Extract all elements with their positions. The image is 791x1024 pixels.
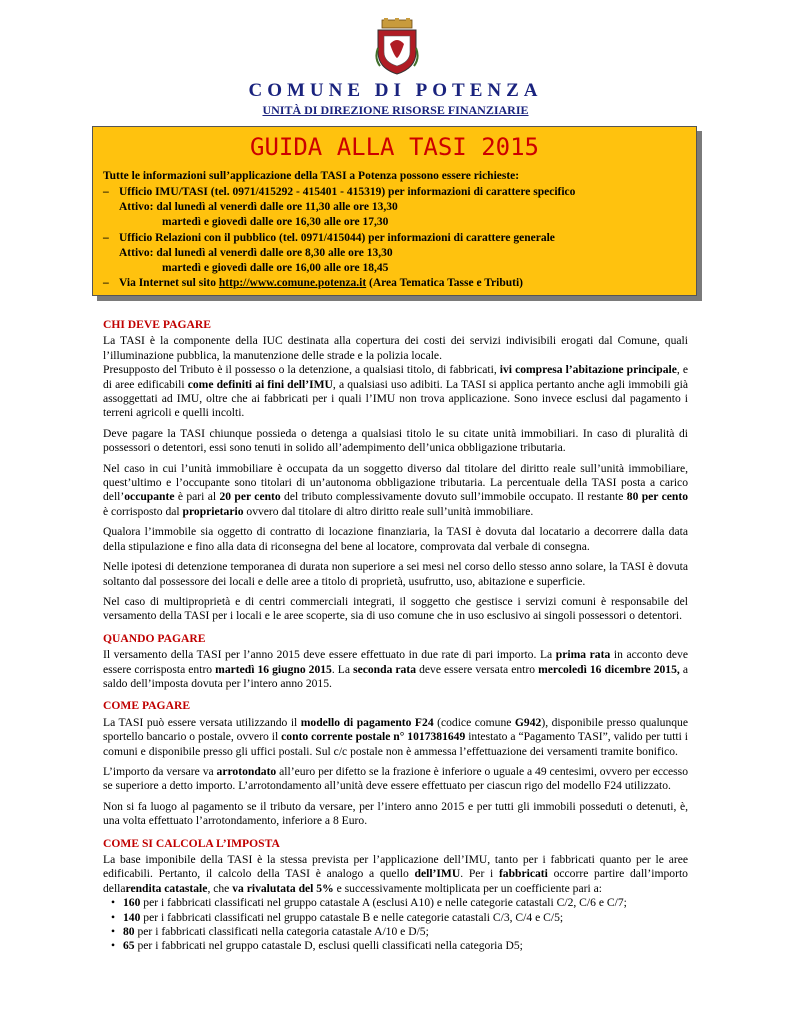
city-crest-icon — [374, 18, 420, 76]
section-heading-quando: QUANDO PAGARE — [103, 631, 206, 645]
section-heading-come: COME PAGARE — [103, 699, 191, 713]
paragraph: L’importo da versare va arrotondato all’euro per difetto se la frazione è inferiore o uguale a 49 centesimi, ovvero per eccesso se superiore a detto importo. L’arrotondamento all’unità deve essere effettuato per ciascun rigo del modello F24 utilizzato. — [103, 764, 688, 793]
guide-title: GUIDA ALLA TASI 2015 — [250, 133, 539, 161]
municipality-name: COMUNE DI POTENZA — [248, 80, 543, 101]
coefficient-list — [103, 896, 688, 954]
list-item: • 160 per i fabbricati classificati nel gruppo catastale A (esclusi A10) e nelle categorie catastali C/2, C/6 e C/7; — [123, 896, 688, 910]
list-item: • 140 per i fabbricati classificati nel gruppo catastale B e nelle categorie catastali C/3, C/4 e C/5; — [123, 911, 688, 925]
list-item: • 80 per i fabbricati classificati nella categoria catastale A/10 e D/5; — [123, 925, 688, 939]
paragraph: Presupposto del Tributo è il possesso o la detenzione, a qualsiasi titolo, di fabbricati, ivi compresa l’abitazione principale, e di aree edificabili come definiti ai fini dell’IMU, a qualsiasi uso adibiti. La TASI si applica pertanto anche agli immobili già assoggettati ad IMU, oltre che ai fabbricati per i quali l’IMU non trova applicazione. Sono invece esclusi dal pagamento i terreni agricoli e quelli incolti. — [103, 363, 689, 420]
paragraph: Non si fa luogo al pagamento se il tributo da versare, per l’intero anno 2015 e per tutti gli immobili posseduti o detenuti, è, una volta effettuato l’arrotondamento, inferiore a 8 Euro. — [103, 799, 688, 828]
paragraph: Nel caso in cui l’unità immobiliare è occupata da un soggetto diverso dal titolare del diritto reale sull’unità immobiliare, quest’ultimo e l’occupante sono titolari di un’autonoma obbligazione tributaria. La percentuale della TASI posta a carico dell’occupante è pari al 20 per cento del tributo complessivamente dovuto sull’immobile occupato. Il restante 80 per cento è corrisposto dal proprietario ovvero dal titolare di altro diritto reale sull’unità immobiliare. — [103, 461, 688, 518]
paragraph: La TASI è la componente della IUC destinata alla copertura dei costi dei servizi indivisibili erogati dal Comune, quali l’illuminazione pubblica, la manutenzione delle strade e la polizia locale. — [103, 334, 688, 362]
paragraph: Qualora l’immobile sia oggetto di contratto di locazione finanziaria, la TASI è dovuta dal locatario a decorrere dalla data della stipulazione e fino alla data di riconsegna del bene al locatore, comprovata dal verbale di consegna. — [103, 525, 688, 553]
document-body — [103, 318, 688, 954]
website-link[interactable]: http://www.comune.potenza.it — [218, 277, 367, 290]
paragraph: Il versamento della TASI per l’anno 2015 deve essere effettuato in due rate di pari importo. La prima rata in acconto deve essere corrisposta entro martedì 16 giugno 2015. La seconda rata deve essere versata entro mercoledì 16 dicembre 2015, a saldo dell’imposta dovuta per l’intero anno 2015. — [103, 648, 689, 690]
list-item: • 65 per i fabbricati nel gruppo catastale D, esclusi quelli classificati nella categoria D5; — [123, 939, 688, 953]
paragraph: Deve pagare la TASI chiunque possieda o detenga a qualsiasi titolo le su citate unità immobiliari. In caso di pluralità di possessori o detentori, essi sono tenuti in solido all’adempimento dell’unica obbligazione tributaria. — [103, 426, 688, 455]
department-name: UNITÀ DI DIREZIONE RISORSE FINANZIARIE — [262, 103, 529, 117]
info-intro: Tutte le informazioni sull’applicazione della TASI a Potenza possono essere richieste: — [103, 170, 520, 182]
section-heading-calcola: COME SI CALCOLA L’IMPOSTA — [103, 836, 280, 850]
section-heading-chi: CHI DEVE PAGARE — [103, 318, 212, 331]
paragraph: La TASI può essere versata utilizzando il modello di pagamento F24 (codice comune G942), disponibile presso qualunque sportello bancario o postale, ovvero il conto corrente postale n° 1017381649 intestato a “Pagamento TASI”, valido per tutti i comuni e disponibile presso gli uffici postali. Sul c/c postale non è ammessa l’effettuazione dei versamenti tramite bonifico. — [103, 715, 689, 758]
paragraph: Nelle ipotesi di detenzione temporanea di durata non superiore a sei mesi nel corso dello stesso anno solare, la TASI è dovuta soltanto dal possessore dei locali e delle aree a titolo di proprietà, usufrutto, uso, abitazione e superficie. — [103, 560, 688, 588]
paragraph: La base imponibile della TASI è la stessa prevista per l’applicazione dell’IMU, tanto per i fabbricati quanto per le aree edificabili. Pertanto, il calcolo della TASI è analogo a quello dell’IMU. Per i fabbricati occorre partire dall’importo dellarendita catastale, che va rivalutata del 5% e successivamente moltiplicata per un coefficiente pari a: — [103, 853, 688, 895]
paragraph: Nel caso di multiproprietà e di centri commerciali integrati, il soggetto che gestisce i servizi comuni è responsabile del versamento della TASI per i locali e le aree scoperte, sia di uso comune che in uso esclusivo ai singoli possessori o detentori. — [103, 594, 688, 623]
info-box: GUIDA ALLA TASI 2015 Tutte le informazioni sull’applicazione della TASI a Potenza possono essere richieste: – Ufficio IMU/TASI (tel. 0971/415292 - 415401 - 415319) per informazioni di carattere specifico Attivo: dal lunedì al venerdì dalle ore 11,30 alle ore 13,30 martedì e giovedì dalle ore 16,30 alle ore 17,30 – Ufficio Relazioni con il pubblico (tel. 0971/415044) per informazioni di carattere generale Attivo: dal lunedì al venerdì dalle ore 8,30 alle ore 13,30 martedì e giovedì dalle ore 16,00 alle ore 18,45 – Via Internet sul sito http://www.comune.potenza.it (Area Tematica Tasse e Tributi) — [92, 126, 697, 296]
